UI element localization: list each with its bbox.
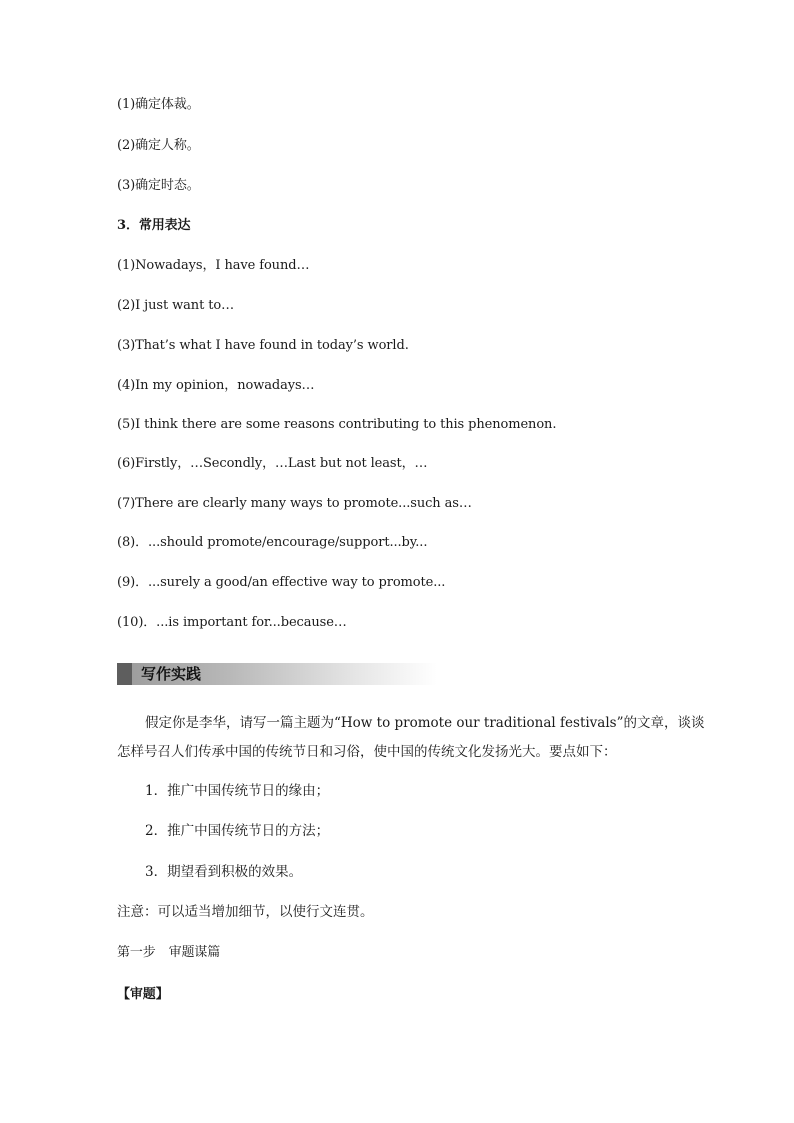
note-text: 注意：可以适当增加细节，以使行文连贯。 xyxy=(117,904,374,920)
person-item: (2)确定人称。 xyxy=(117,138,200,153)
expression-item: (8)．...should promote/encourage/support...by... xyxy=(117,535,428,550)
expression-item: (1)Nowadays，I have found… xyxy=(117,258,310,273)
banner-marker xyxy=(117,663,132,685)
requirement-point: 3．期望看到积极的效果。 xyxy=(145,864,303,880)
step-title: 第一步 审题谋篇 xyxy=(117,945,221,960)
requirement-point: 2．推广中国传统节日的方法； xyxy=(145,823,330,839)
section-banner xyxy=(117,663,437,685)
tense-item: (3)确定时态。 xyxy=(117,178,200,193)
expression-item: (5)I think there are some reasons contributing to this phenomenon. xyxy=(117,417,557,432)
prompt-paragraph-line: 怎样号召人们传承中国的传统节日和习俗，使中国的传统文化发扬光大。要点如下： xyxy=(117,744,617,760)
requirement-point: 1．推广中国传统节日的缘由； xyxy=(145,783,330,799)
expression-item: (3)That’s what I have found in today’s world. xyxy=(117,338,409,353)
genre-item: (1)确定体裁。 xyxy=(117,97,200,112)
prompt-paragraph-line: 假定你是李华，请写一篇主题为“How to promote our traditional festivals”的文章，谈谈 xyxy=(145,715,705,731)
expressions-heading: 3．常用表达 xyxy=(117,218,191,233)
review-label: 【审题】 xyxy=(117,987,169,1002)
expression-item: (4)In my opinion，nowadays… xyxy=(117,378,315,393)
section-title: 写作实践 xyxy=(141,665,202,683)
expression-item: (2)I just want to… xyxy=(117,298,234,313)
expression-item: (7)There are clearly many ways to promote...such as… xyxy=(117,496,472,511)
expression-item: (9)．...surely a good/an effective way to promote... xyxy=(117,575,446,590)
expression-item: (6)Firstly，…Secondly，…Last but not least，… xyxy=(117,456,428,471)
expression-item: (10)．...is important for...because… xyxy=(117,615,347,630)
